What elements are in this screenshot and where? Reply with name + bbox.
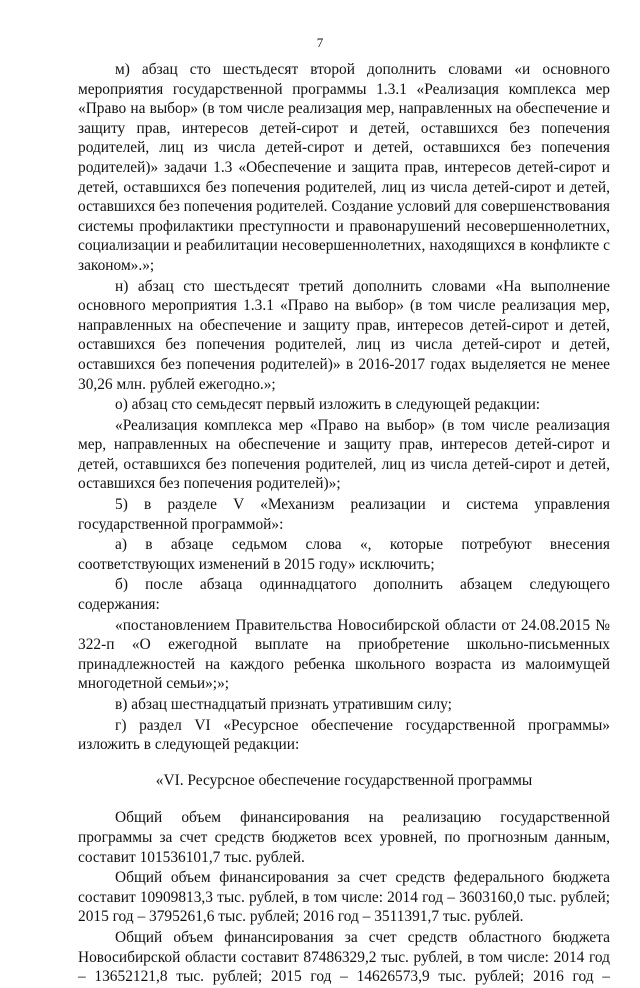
paragraph-m: м) абзац сто шестьдесят второй дополнить словами «и основного мероприятия государственной программы 1.3.1 «Реализация комплекса мер «Право на выбор» (в том числе реализация мер, направленных на обеспечение и защиту прав, интересов детей-сирот и детей, оставшихся без попечения родителей, лиц из числа детей-сирот и детей, оставшихся без попечения родителей)» задачи 1.3 «Обеспечение и защита прав, интересов детей-сирот и детей, оставшихся без попечения родителей, лиц из числа детей-сирот и детей, оставшихся без попечения родителей. Создание условий для совершенствования системы профилактики преступности и правонарушений несовершеннолетних, социализации и реабилитации несовершеннолетних, находящихся в конфликте с законом».»; — [78, 61, 610, 274]
paragraph-quote-right-to-choose: «Реализация комплекса мер «Право на выбор» (в том числе реализация мер, направленных на обеспечение и защиту прав, интересов детей-сирот и детей, оставшихся без попечения родителей, лиц из числа детей-сирот и детей, оставшихся без попечения родителей)»; — [78, 416, 610, 493]
paragraph-total-funding: Общий объем финансирования на реализацию государственной программы за счет средств бюджетов всех уровней, по прогнозным данным, составит 101536101,7 тыс. рублей. — [78, 809, 610, 866]
paragraph-v: в) абзац шестнадцатый признать утратившим силу; — [115, 696, 452, 713]
document-body — [78, 60, 610, 988]
paragraph-item-5: 5) в разделе V «Механизм реализации и система управления государственной программой»: — [78, 496, 610, 533]
paragraph-n: н) абзац сто шестьдесят третий дополнить словами «На выполнение основного мероприятия 1.3.1 «Право на выбор» (в том числе реализация мер, направленных на обеспечение и защиту прав, интересов детей-сирот и детей, оставшихся без попечения родителей, лиц из числа детей-сирот и детей, оставшихся без попечения родителей)» в 2016-2017 годах выделяется не менее 30,26 млн. рублей ежегодно.»; — [78, 277, 610, 393]
paragraph-quote-resolution: «постановлением Правительства Новосибирской области от 24.08.2015 № 322-п «О ежегодной выплате на приобретение школьно-письменных принадлежностей на каждого ребенка школьного возраста из малоимущей многодетной семьи»;»; — [78, 616, 610, 693]
paragraph-b: б) после абзаца одиннадцатого дополнить абзацем следующего содержания: — [78, 576, 610, 614]
page-number: 7 — [316, 35, 324, 50]
paragraph-regional-funding: Общий объем финансирования за счет средств областного бюджета Новосибирской области составит 87486329,2 тыс. рублей, в том числе: 2014 год – 13652121,8 тыс. рублей; 2015 год – 14626573,9 тыс. рублей; 2016 год – — [78, 928, 610, 986]
paragraph-o: о) абзац сто семьдесят первый изложить в следующей редакции: — [115, 396, 541, 414]
paragraph-g: г) раздел VI «Ресурсное обеспечение государственной программы» изложить в следующей редакции: — [78, 716, 610, 754]
paragraph-federal-funding: Общий объем финансирования за счет средств федерального бюджета составит 10909813,3 тыс. рублей, в том числе: 2014 год – 3603160,0 тыс. рублей; 2015 год – 3795261,6 тыс. рублей; 2016 год – 3511391,7 тыс. рублей. — [78, 869, 610, 926]
paragraph-a: а) в абзаце седьмом слова «, которые потребуют внесения соответствующих изменений в 2015 году» исключить; — [78, 536, 610, 573]
section-heading: «VI. Ресурсное обеспечение государственной программы — [155, 771, 533, 789]
